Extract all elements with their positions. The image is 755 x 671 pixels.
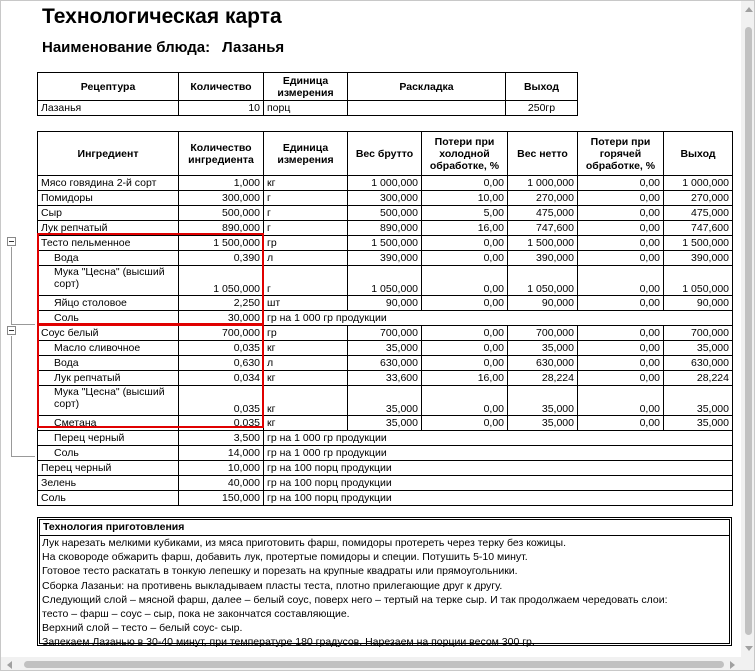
ingredients-header-cell: Вес брутто	[348, 132, 422, 176]
ingredient-cell: кг	[264, 341, 348, 356]
ingredient-cell: 1 050,000	[348, 266, 422, 296]
ingredient-cell: гр	[264, 326, 348, 341]
ingredient-cell: 700,000	[179, 326, 264, 341]
ingredient-cell: 16,00	[422, 221, 508, 236]
scroll-right-arrow-icon[interactable]	[730, 661, 735, 669]
recipe-table	[37, 72, 578, 116]
recipe-cell: 10	[179, 101, 264, 116]
ingredient-row	[38, 446, 733, 461]
ingredient-cell: 14,000	[179, 446, 264, 461]
ingredient-cell: 500,000	[179, 206, 264, 221]
ingredient-cell: 1 500,000	[508, 236, 578, 251]
ingredient-cell: 0,00	[578, 296, 664, 311]
ingredient-cell: 1 500,000	[664, 236, 733, 251]
ingredient-cell: 0,035	[179, 386, 264, 416]
scroll-down-arrow-icon[interactable]	[745, 646, 753, 651]
recipe-cell: порц	[264, 101, 348, 116]
ingredient-cell: 475,000	[508, 206, 578, 221]
ingredient-row	[38, 191, 733, 206]
ingredient-cell: 0,035	[179, 341, 264, 356]
ingredient-cell: 0,00	[422, 176, 508, 191]
ingredient-cell: 0,00	[422, 296, 508, 311]
ingredient-cell: 28,224	[664, 371, 733, 386]
ingredient-cell: 0,00	[422, 386, 508, 416]
ingredients-header-row	[38, 132, 733, 176]
vertical-scroll-thumb[interactable]	[745, 27, 752, 635]
ingredient-cell: гр на 100 порц продукции	[264, 476, 733, 491]
ingredient-cell: 5,00	[422, 206, 508, 221]
ingredient-cell: 1,000	[179, 176, 264, 191]
ingredient-name-cell: Зелень	[38, 476, 179, 491]
ingredient-cell: 630,000	[508, 356, 578, 371]
report-page	[1, 1, 741, 657]
ingredient-row	[38, 206, 733, 221]
ingredient-cell: 0,390	[179, 251, 264, 266]
ingredient-cell: 0,00	[578, 176, 664, 191]
ingredient-cell: 35,000	[664, 386, 733, 416]
ingredient-cell: 700,000	[348, 326, 422, 341]
highlight-box-sauce	[37, 324, 264, 428]
ingredient-cell: гр на 100 порц продукции	[264, 491, 733, 506]
ingredient-name-cell: Вода	[38, 251, 179, 266]
ingredient-cell: кг	[264, 416, 348, 431]
recipe-cell	[348, 101, 506, 116]
recipe-header-cell: Количество	[179, 73, 264, 101]
ingredient-cell: 0,00	[422, 236, 508, 251]
ingredient-cell: 0,00	[578, 356, 664, 371]
ingredient-name-cell: Мясо говядина 2-й сорт	[38, 176, 179, 191]
technology-title: Технология приготовления	[40, 520, 729, 536]
ingredients-header-cell: Количество ингредиента	[179, 132, 264, 176]
ingredient-row	[38, 461, 733, 476]
ingredient-name-cell: Тесто пельменное	[38, 236, 179, 251]
ingredient-cell: 300,000	[179, 191, 264, 206]
collapse-group-button[interactable]	[7, 326, 16, 335]
ingredient-cell: 3,500	[179, 431, 264, 446]
technology-inner	[39, 519, 730, 649]
technology-line: Запекаем Лазанью в 30-40 минут, при температуре 180 градусов. Нарезаем на порции весом 300 гр.	[42, 636, 535, 649]
ingredient-cell: 90,000	[664, 296, 733, 311]
ingredient-cell: 0,00	[578, 236, 664, 251]
ingredient-name-cell: Перец черный	[38, 431, 179, 446]
ingredient-cell: 475,000	[664, 206, 733, 221]
ingredient-cell: 747,600	[664, 221, 733, 236]
ingredient-cell: 0,00	[578, 416, 664, 431]
ingredient-name-cell: Масло сливочное	[38, 341, 179, 356]
ingredient-row	[38, 176, 733, 191]
ingredient-cell: 0,00	[578, 386, 664, 416]
ingredient-name-cell: Лук репчатый	[38, 371, 179, 386]
ingredient-cell: 270,000	[664, 191, 733, 206]
ingredient-cell: 0,00	[578, 341, 664, 356]
recipe-header-cell: Единица измерения	[264, 73, 348, 101]
ingredient-cell: 630,000	[348, 356, 422, 371]
ingredient-cell: 35,000	[664, 341, 733, 356]
ingredient-cell: 0,630	[179, 356, 264, 371]
ingredient-cell: гр на 1 000 гр продукции	[264, 311, 733, 326]
ingredient-cell: 35,000	[508, 416, 578, 431]
ingredient-cell: шт	[264, 296, 348, 311]
ingredient-cell: 1 500,000	[348, 236, 422, 251]
ingredient-cell: 700,000	[508, 326, 578, 341]
ingredient-name-cell: Помидоры	[38, 191, 179, 206]
ingredient-cell: 1 000,000	[664, 176, 733, 191]
dish-name-line	[42, 39, 284, 56]
technology-line: Готовое тесто раскатать в тонкую лепешку и порезать на крупные квадраты или прямоугольники.	[42, 565, 518, 578]
ingredient-cell: г	[264, 191, 348, 206]
ingredient-cell: кг	[264, 371, 348, 386]
ingredient-name-cell: Соль	[38, 491, 179, 506]
group-outline-tick	[11, 456, 35, 457]
ingredient-cell: 270,000	[508, 191, 578, 206]
ingredient-row	[38, 431, 733, 446]
recipe-header-cell: Выход	[506, 73, 578, 101]
ingredient-cell: 35,000	[348, 416, 422, 431]
ingredient-cell: 0,00	[578, 251, 664, 266]
ingredient-cell: 0,00	[422, 251, 508, 266]
ingredient-cell: 0,00	[578, 326, 664, 341]
ingredient-cell: 1 050,000	[508, 266, 578, 296]
ingredient-cell: кг	[264, 386, 348, 416]
technology-line: Лук нарезать мелкими кубиками, из мяса приготовить фарш, помидоры протереть через терку без кожицы.	[42, 537, 567, 549]
ingredient-name-cell: Соль	[38, 446, 179, 461]
ingredient-cell: 500,000	[348, 206, 422, 221]
dish-name: Лазанья	[222, 39, 285, 56]
ingredient-cell: 1 000,000	[508, 176, 578, 191]
ingredient-cell: 300,000	[348, 191, 422, 206]
ingredient-name-cell: Вода	[38, 356, 179, 371]
ingredient-cell: 0,034	[179, 371, 264, 386]
recipe-row	[38, 101, 578, 116]
recipe-header-cell: Раскладка	[348, 73, 506, 101]
ingredient-name-cell: Перец черный	[38, 461, 179, 476]
vertical-scrollbar[interactable]	[741, 1, 755, 657]
technology-line: Сборка Лазаньи: на противень выкладываем пласты теста, плотно прилегающие друг к другу.	[42, 579, 503, 592]
ingredient-cell: л	[264, 356, 348, 371]
group-outline-line	[11, 247, 12, 325]
ingredients-header-cell: Потери при холодной обработке, %	[422, 132, 508, 176]
ingredient-cell: 890,000	[348, 221, 422, 236]
ingredients-header-cell: Единица измерения	[264, 132, 348, 176]
technology-line: Верхний слой – тесто – белый соус- сыр.	[42, 622, 243, 635]
ingredient-cell: 30,000	[179, 311, 264, 326]
scroll-left-arrow-icon[interactable]	[7, 661, 12, 669]
ingredient-cell: 0,00	[578, 266, 664, 296]
ingredient-cell: гр на 100 порц продукции	[264, 461, 733, 476]
ingredient-cell: 2,250	[179, 296, 264, 311]
ingredient-cell: 390,000	[348, 251, 422, 266]
ingredient-cell: 1 500,000	[179, 236, 264, 251]
ingredient-cell: 390,000	[508, 251, 578, 266]
ingredient-cell: 0,00	[578, 191, 664, 206]
ingredient-cell: 0,00	[578, 221, 664, 236]
group-outline-line	[11, 336, 12, 456]
ingredient-row	[38, 476, 733, 491]
collapse-group-button[interactable]	[7, 237, 16, 246]
ingredient-name-cell: Мука "Цесна" (высший сорт)	[38, 266, 179, 296]
ingredient-cell: 10,00	[422, 191, 508, 206]
ingredient-cell: 0,00	[422, 416, 508, 431]
ingredient-cell: 0,00	[422, 356, 508, 371]
document-title: Технологическая карта	[42, 5, 282, 28]
ingredient-name-cell: Сыр	[38, 206, 179, 221]
ingredient-cell: 0,00	[422, 341, 508, 356]
ingredient-cell: г	[264, 206, 348, 221]
ingredient-cell: 700,000	[664, 326, 733, 341]
ingredient-cell: 0,00	[422, 266, 508, 296]
ingredient-cell: гр	[264, 236, 348, 251]
ingredient-cell: 35,000	[508, 341, 578, 356]
technology-section	[37, 517, 732, 649]
horizontal-scroll-thumb[interactable]	[24, 661, 724, 668]
scrollbar-corner	[741, 657, 755, 671]
ingredient-cell: 90,000	[508, 296, 578, 311]
ingredient-cell: 630,000	[664, 356, 733, 371]
ingredient-cell: 16,00	[422, 371, 508, 386]
ingredient-name-cell: Яйцо столовое	[38, 296, 179, 311]
scroll-up-arrow-icon[interactable]	[745, 7, 753, 12]
ingredient-cell: г	[264, 266, 348, 296]
ingredient-cell: 90,000	[348, 296, 422, 311]
recipe-cell: 250гр	[506, 101, 578, 116]
ingredient-name-cell: Соус белый	[38, 326, 179, 341]
ingredient-cell: 28,224	[508, 371, 578, 386]
ingredient-name-cell: Соль	[38, 311, 179, 326]
ingredient-cell: 890,000	[179, 221, 264, 236]
recipe-cell: Лазанья	[38, 101, 179, 116]
ingredient-cell: 1 050,000	[664, 266, 733, 296]
recipe-header-cell: Рецептура	[38, 73, 179, 101]
ingredient-cell: 35,000	[508, 386, 578, 416]
ingredient-row	[38, 491, 733, 506]
ingredient-name-cell: Сметана	[38, 416, 179, 431]
ingredients-header-cell: Ингредиент	[38, 132, 179, 176]
group-outline-tick	[11, 324, 35, 325]
ingredient-cell: 0,035	[179, 416, 264, 431]
technology-line: тесто – фарш – соус – сыр, пока не закончатся составляющие.	[42, 608, 350, 621]
ingredients-header-cell: Выход	[664, 132, 733, 176]
ingredient-cell: 150,000	[179, 491, 264, 506]
ingredient-cell: 35,000	[348, 386, 422, 416]
recipe-header-row	[38, 73, 578, 101]
technology-line: На сковороде обжарить фарш, добавить лук, протертые помидоры и специи. Потушить 5-10 минут.	[42, 551, 528, 564]
ingredient-cell: 747,600	[508, 221, 578, 236]
ingredient-name-cell: Мука "Цесна" (высший сорт)	[38, 386, 179, 416]
ingredient-cell: 1 000,000	[348, 176, 422, 191]
dish-label: Наименование блюда:	[42, 39, 211, 56]
ingredient-cell: 1 050,000	[179, 266, 264, 296]
ingredient-name-cell: Лук репчатый	[38, 221, 179, 236]
technology-line: Следующий слой – мясной фарш, далее – белый соус, поверх него – тертый на терке сыр. И так продолжаем чередовать слои:	[42, 593, 668, 606]
ingredient-cell: 0,00	[578, 206, 664, 221]
ingredient-cell: 390,000	[664, 251, 733, 266]
technology-text	[40, 536, 729, 650]
ingredient-cell: 0,00	[578, 371, 664, 386]
ingredient-cell: 10,000	[179, 461, 264, 476]
ingredients-header-cell: Вес нетто	[508, 132, 578, 176]
horizontal-scrollbar[interactable]	[1, 657, 741, 671]
highlight-box-dough	[37, 233, 264, 325]
ingredient-cell: 40,000	[179, 476, 264, 491]
ingredient-cell: л	[264, 251, 348, 266]
ingredients-header-cell: Потери при горячей обработке, %	[578, 132, 664, 176]
ingredient-cell: 35,000	[664, 416, 733, 431]
ingredient-cell: гр на 1 000 гр продукции	[264, 446, 733, 461]
ingredient-cell: 33,600	[348, 371, 422, 386]
ingredient-cell: 0,00	[422, 326, 508, 341]
ingredient-cell: 35,000	[348, 341, 422, 356]
ingredient-cell: гр на 1 000 гр продукции	[264, 431, 733, 446]
ingredient-cell: кг	[264, 176, 348, 191]
ingredient-cell: г	[264, 221, 348, 236]
